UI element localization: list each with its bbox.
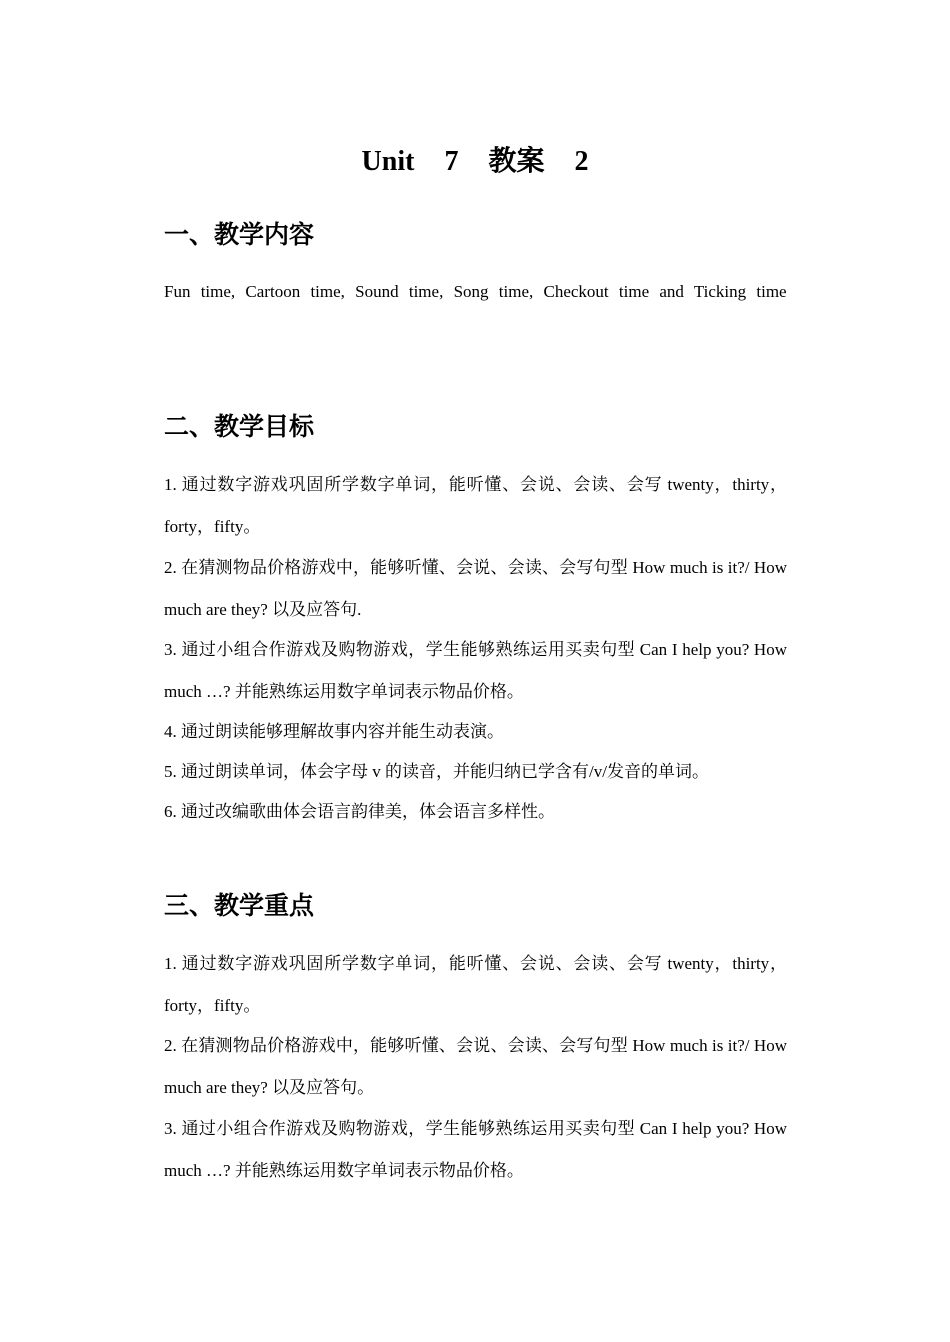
objective-item-4: 4. 通过朗读能够理解故事内容并能生动表演。: [164, 722, 504, 741]
section-heading-teaching-focus: 三、教学重点: [164, 893, 315, 920]
focus-item-2: 2. 在猜测物品价格游戏中，能够听懂、会说、会读、会写句型 How much is it?/ How much are they? 以及应答句。: [164, 1036, 787, 1097]
teaching-content-paragraph: Fun time, Cartoon time, Sound time, Song time, Checkout time and Ticking time: [164, 282, 787, 301]
objective-item-2: 2. 在猜测物品价格游戏中，能够听懂、会说、会读、会写句型 How much is it?/ How much are they? 以及应答句.: [164, 558, 787, 619]
section-heading-teaching-content: 一、教学内容: [164, 222, 315, 249]
section-heading-teaching-objectives: 二、教学目标: [164, 414, 315, 441]
objective-item-3: 3. 通过小组合作游戏及购物游戏，学生能够熟练运用买卖句型 Can I help you? How much …? 并能熟练运用数字单词表示物品价格。: [164, 640, 787, 701]
objective-item-5: 5. 通过朗读单词，体会字母 v 的读音，并能归纳已学含有/v/发音的单词。: [164, 762, 709, 781]
objective-item-1: 1. 通过数字游戏巩固所学数字单词，能听懂、会说、会读、会写 twenty，thirty，forty，fifty。: [164, 475, 787, 536]
focus-item-1: 1. 通过数字游戏巩固所学数字单词，能听懂、会说、会读、会写 twenty，thirty，forty，fifty。: [164, 954, 787, 1015]
document-title: Unit 7 教案 2: [361, 146, 589, 177]
objective-item-6: 6. 通过改编歌曲体会语言韵律美，体会语言多样性。: [164, 802, 555, 821]
focus-item-3: 3. 通过小组合作游戏及购物游戏，学生能够熟练运用买卖句型 Can I help you? How much …? 并能熟练运用数字单词表示物品价格。: [164, 1119, 787, 1180]
